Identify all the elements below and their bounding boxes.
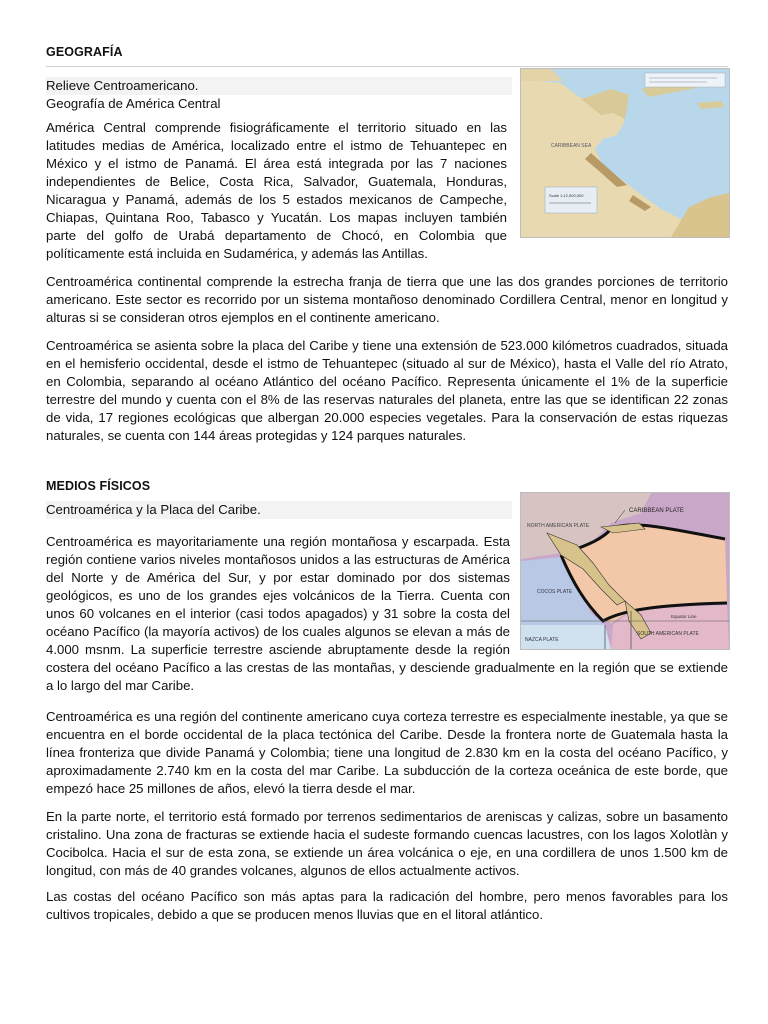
paragraph-2-1-wrap xyxy=(46,533,728,695)
section-heading-geografia: GEOGRAFÍA xyxy=(46,45,123,59)
paragraph-1-3: Centroamérica se asienta sobre la placa del Caribe y tiene una extensión de 523.000 kilómetros cuadrados, situada en el hemisferio occidental, desde el istmo de Tehuantepec (situado al sur de México), hasta el Valle del río Atrato, en Colombia, separando al océano Atlántico del océano Pacífico. Representa únicamente el 1% de la superficie terrestre del mundo y cuenta con el 8% de las reservas naturales del planeta, entre las que se identifican 22 zonas de vida, 17 regiones ecológicas que albergan 20.000 especies vegetales. Para la conservación de estas riquezas naturales, se cuenta con 144 áreas protegidas y 124 parques naturales. xyxy=(46,338,728,443)
map-label-sea: CARIBBEAN SEA xyxy=(551,143,592,149)
label-nazca-plate: NAZCA PLATE xyxy=(525,637,559,643)
paragraph-2-1: Centroamérica es mayoritariamente una región montañosa y escarpada. Esta región contiene varios niveles montañosos unidos a las estructuras de América del Norte y de América del Sur, y por estar dominado por dos sistemas geológicos, es uno de los grandes ejes volcánicos de la Tierra. Cuenta con unos 60 volcanes en el interior (casi todos apagados) y 31 sobre la costa del océano Pacífico (la mayoría activos) de los cuales algunos se elevan a más de 4.000 msnm. La superficie terrestre asciende abruptamente desde la región costera del océano Pacífico a las crestas de las montañas, y desciende gradualmente en la región que se extiende a lo largo del mar Caribe. xyxy=(46,534,728,693)
label-north-american-plate: NORTH AMERICAN PLATE xyxy=(527,523,590,529)
label-south-american-plate: SOUTH AMERICAN PLATE xyxy=(637,631,699,637)
map-scale-label: Scale 1:12,500,000 xyxy=(549,193,584,198)
central-america-map xyxy=(520,68,730,238)
subtitle-relieve: Relieve Centroamericano. xyxy=(46,77,512,95)
paragraph-2-4: Las costas del océano Pacífico son más aptas para la radicación del hombre, pero menos favorables para los cultivos tropicales, debido a que se producen menos lluvias que en el litoral atlántico. xyxy=(46,889,728,922)
paragraph-2-3: En la parte norte, el territorio está formado por terrenos sedimentarios de areniscas y calizas, sobre un basamento cristalino. Una zona de fracturas se extiende hacia el sudeste formando cuencas lacustres, con los lagos Xolotlàn y Cocibolca. Hacia el sur de esta zona, se extiende un área volcánica o eje, en una cordillera de unos 1.500 km de longitud, con más de 40 grandes volcanes, algunos de ellos actualmente activos. xyxy=(46,809,728,878)
figure-float-spacer xyxy=(510,533,728,653)
subtitle-geografia: Geografía de América Central xyxy=(46,96,221,111)
paragraph-1-2: Centroamérica continental comprende la estrecha franja de tierra que une las dos grandes porciones de territorio americano. Este sector es recorrido por un sistema montañoso denominado Cordillera Central, menor en longitud y alturas si se consideran otros ejemplos en el continente americano. xyxy=(46,274,728,325)
section-heading-medios-fisicos: MEDIOS FÍSICOS xyxy=(46,479,151,493)
map-graphic xyxy=(521,69,729,237)
label-cocos-plate: COCOS PLATE xyxy=(537,589,573,595)
label-equator-line: Equator Line xyxy=(671,614,697,619)
subtitle-placa-caribe: Centroamérica y la Placa del Caribe. xyxy=(46,501,512,519)
label-caribbean-plate: CARIBBEAN PLATE xyxy=(629,508,684,514)
heading-divider xyxy=(46,66,728,67)
paragraph-1-1: América Central comprende fisiográficamente el territorio situado en las latitudes medias de América, localizado entre el istmo de Tehuantepec en México y el istmo de Panamá. El área está integrada por las 7 naciones independientes de Belice, Costa Rica, Salvador, Guatemala, Honduras, Nicaragua y Panamá, además de los 5 estados mexicanos de Campeche, Chiapas, Quintana Roo, Tabasco y Yucatán. Los mapas incluyen también parte del golfo de Urabá departamento de Chocó, en Colombia que políticamente está incluida en Sudamérica, y además las Antillas. xyxy=(46,120,507,261)
paragraph-2-2: Centroamérica es una región del continente americano cuya corteza terrestre es especialmente inestable, ya que se encuentra en el borde occidental de la placa tectónica del Caribe. Desde la frontera norte de Guatemala hasta la línea fronteriza que divide Panamá y Colombia; tiene una longitud de 2.830 km en la costa del océano Pacífico, y aproximadamente 2.740 km en la costa del mar Caribe. La subducción de la corteza oceánica de este borde, que empezó hace 25 millones de años, elevó la tierra desde el mar. xyxy=(46,709,728,796)
